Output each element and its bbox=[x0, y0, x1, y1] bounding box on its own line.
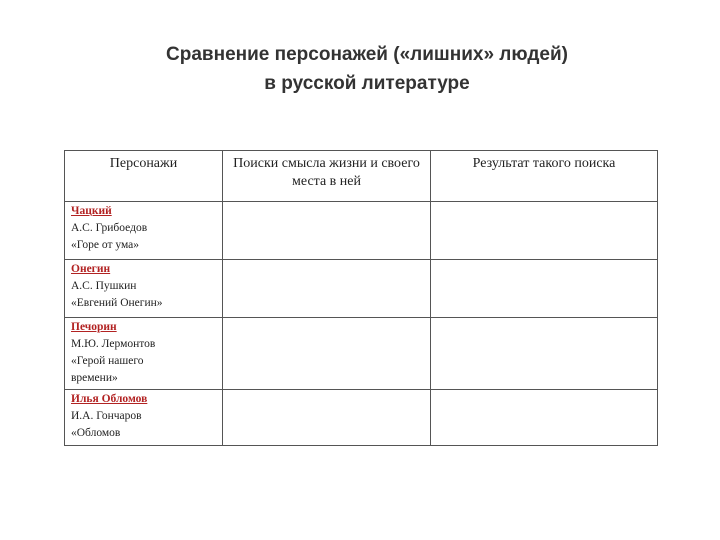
author-name: А.С. Грибоедов bbox=[71, 222, 148, 234]
table-header-row bbox=[65, 151, 658, 202]
character-name: Чацкий bbox=[71, 205, 112, 217]
character-cell bbox=[65, 202, 223, 260]
table-row bbox=[65, 390, 658, 446]
header-search: Поиски смысла жизни и своего места в ней bbox=[223, 151, 431, 202]
author-name: М.Ю. Лермонтов bbox=[71, 338, 156, 350]
author-name: А.С. Пушкин bbox=[71, 280, 137, 292]
character-cell bbox=[65, 260, 223, 318]
work-title: «Герой нашего bbox=[71, 355, 144, 367]
character-cell bbox=[65, 318, 223, 390]
search-cell[interactable] bbox=[223, 390, 431, 446]
header-characters: Персонажи bbox=[65, 151, 223, 202]
work-title: «Обломов bbox=[71, 427, 121, 439]
title-line-2: в русской литературе bbox=[264, 73, 470, 94]
table-row bbox=[65, 202, 658, 260]
result-cell[interactable] bbox=[431, 390, 658, 446]
table-row bbox=[65, 260, 658, 318]
result-cell[interactable] bbox=[431, 260, 658, 318]
work-title-continued: времени» bbox=[71, 372, 118, 384]
work-title: «Горе от ума» bbox=[71, 239, 140, 251]
author-name: И.А. Гончаров bbox=[71, 410, 142, 422]
search-cell[interactable] bbox=[223, 202, 431, 260]
header-result: Результат такого поиска bbox=[431, 151, 658, 202]
work-title: «Евгений Онегин» bbox=[71, 297, 163, 309]
result-cell[interactable] bbox=[431, 318, 658, 390]
search-cell[interactable] bbox=[223, 318, 431, 390]
character-name: Илья Обломов bbox=[71, 393, 148, 405]
character-name: Печорин bbox=[71, 321, 117, 333]
result-cell[interactable] bbox=[431, 202, 658, 260]
slide-title bbox=[0, 40, 720, 98]
title-line-1: Сравнение персонажей («лишних» людей) bbox=[166, 44, 568, 65]
character-name: Онегин bbox=[71, 263, 111, 275]
search-cell[interactable] bbox=[223, 260, 431, 318]
comparison-table bbox=[64, 150, 658, 446]
table-row bbox=[65, 318, 658, 390]
character-cell bbox=[65, 390, 223, 446]
